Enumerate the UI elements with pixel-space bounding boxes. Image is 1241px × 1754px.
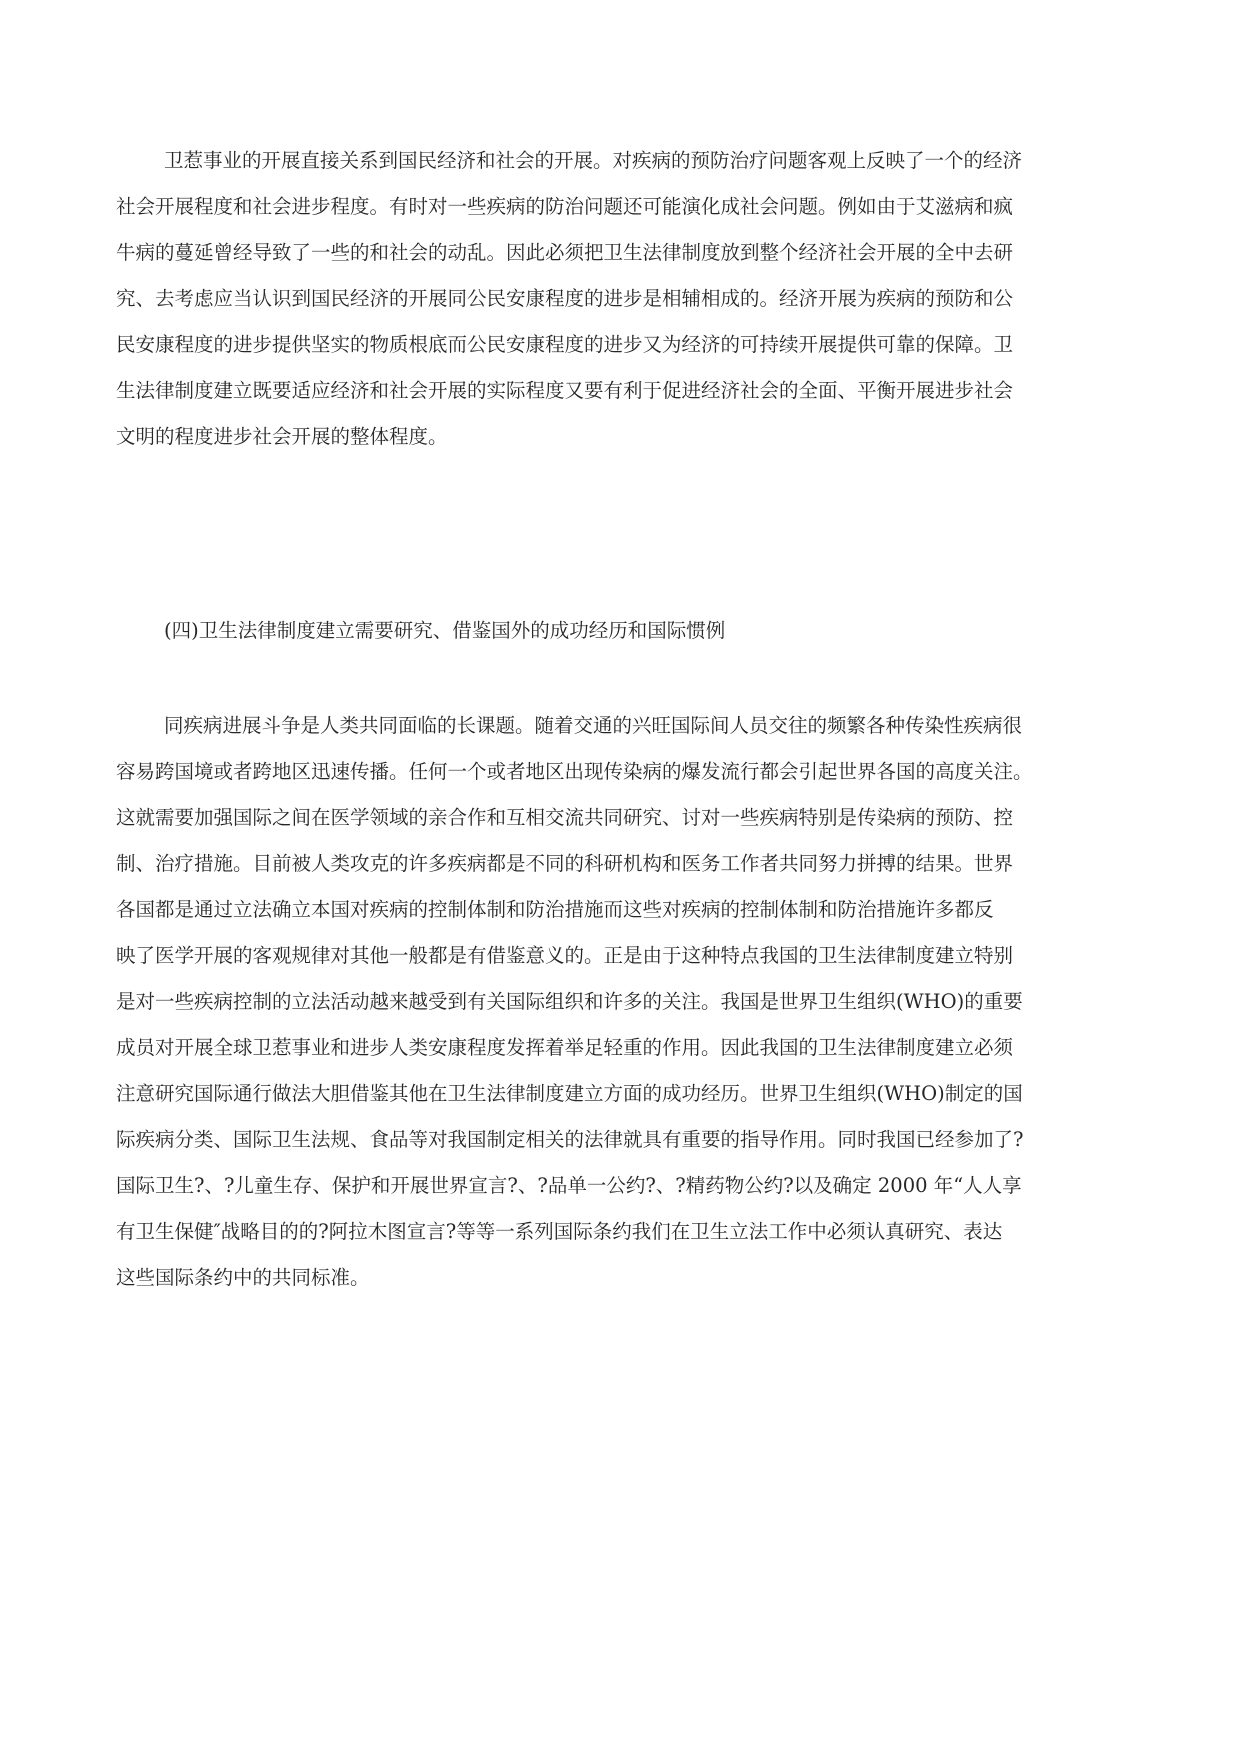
paragraph-line: 牛病的蔓延曾经导致了一些的和社会的动乱。因此必须把卫生法律制度放到整个经济社会开展的全中去研 — [116, 241, 1014, 264]
paragraph-line: 成员对开展全球卫惹事业和进步人类安康程度发挥着举足轻重的作用。因此我国的卫生法律制度建立必须 — [116, 1036, 1014, 1059]
paragraph-line: 是对一些疾病控制的立法活动越来越受到有关国际组织和许多的关注。我国是世界卫生组织(WHO)的重要 — [116, 990, 1023, 1013]
paragraph-line: 有卫生保健″战略目的的?阿拉木图宣言?等等一系列国际条约我们在卫生立法工作中必须认真研究、表达 — [116, 1220, 1003, 1243]
paragraph-2 — [116, 703, 1126, 1301]
section-heading-text: (四)卫生法律制度建立需要研究、借鉴国外的成功经历和国际惯例 — [164, 619, 726, 642]
paragraph-line: 国际卫生?、?儿童生存、保护和开展世界宣言?、?品单一公约?、?精药物公约?以及确定 2000 年“人人享 — [116, 1174, 1022, 1197]
paragraph-line: 究、去考虑应当认识到国民经济的开展同公民安康程度的进步是相辅相成的。经济开展为疾病的预防和公 — [116, 287, 1014, 310]
paragraph-line: 制、治疗措施。目前被人类攻克的许多疾病都是不同的科研机构和医务工作者共同努力拼搏的结果。世界 — [116, 852, 1014, 875]
paragraph-line: 民安康程度的进步提供坚实的物质根底而公民安康程度的进步又为经济的可持续开展提供可靠的保障。卫 — [116, 333, 1014, 356]
paragraph-line: 社会开展程度和社会进步程度。有时对一些疾病的防治问题还可能演化成社会问题。例如由于艾滋病和疯 — [116, 195, 1014, 218]
paragraph-line: 卫惹事业的开展直接关系到国民经济和社会的开展。对疾病的预防治疗问题客观上反映了一个的经济 — [164, 149, 1023, 172]
paragraph-line: 映了医学开展的客观规律对其他一般都是有借鉴意义的。正是由于这种特点我国的卫生法律制度建立特别 — [116, 944, 1014, 967]
paragraph-line: 文明的程度进步社会开展的整体程度。 — [116, 425, 448, 448]
paragraph-line: 生法律制度建立既要适应经济和社会开展的实际程度又要有利于促进经济社会的全面、平衡开展进步社会 — [116, 379, 1014, 402]
paragraph-line: 同疾病进展斗争是人类共同面临的长课题。随着交通的兴旺国际间人员交往的频繁各种传染性疾病很 — [164, 714, 1023, 737]
paragraph-line: 际疾病分类、国际卫生法规、食品等对我国制定相关的法律就具有重要的指导作用。同时我国已经参加了? — [116, 1128, 1024, 1151]
paragraph-line: 这就需要加强国际之间在医学领域的亲合作和互相交流共同研究、讨对一些疾病特别是传染病的预防、控 — [116, 806, 1014, 829]
paragraph-line: 注意研究国际通行做法大胆借鉴其他在卫生法律制度建立方面的成功经历。世界卫生组织(WHO)制定的国 — [116, 1082, 1023, 1105]
section-heading — [116, 608, 1126, 654]
paragraph-line: 各国都是通过立法确立本国对疾病的控制体制和防治措施而这些对疾病的控制体制和防治措施许多都反 — [116, 898, 994, 921]
paragraph-line: 容易跨国境或者跨地区迅速传播。任何一个或者地区出现传染病的爆发流行都会引起世界各国的高度关注。 — [116, 760, 1033, 783]
paragraph-line: 这些国际条约中的共同标准。 — [116, 1266, 370, 1289]
paragraph-1 — [116, 138, 1126, 460]
